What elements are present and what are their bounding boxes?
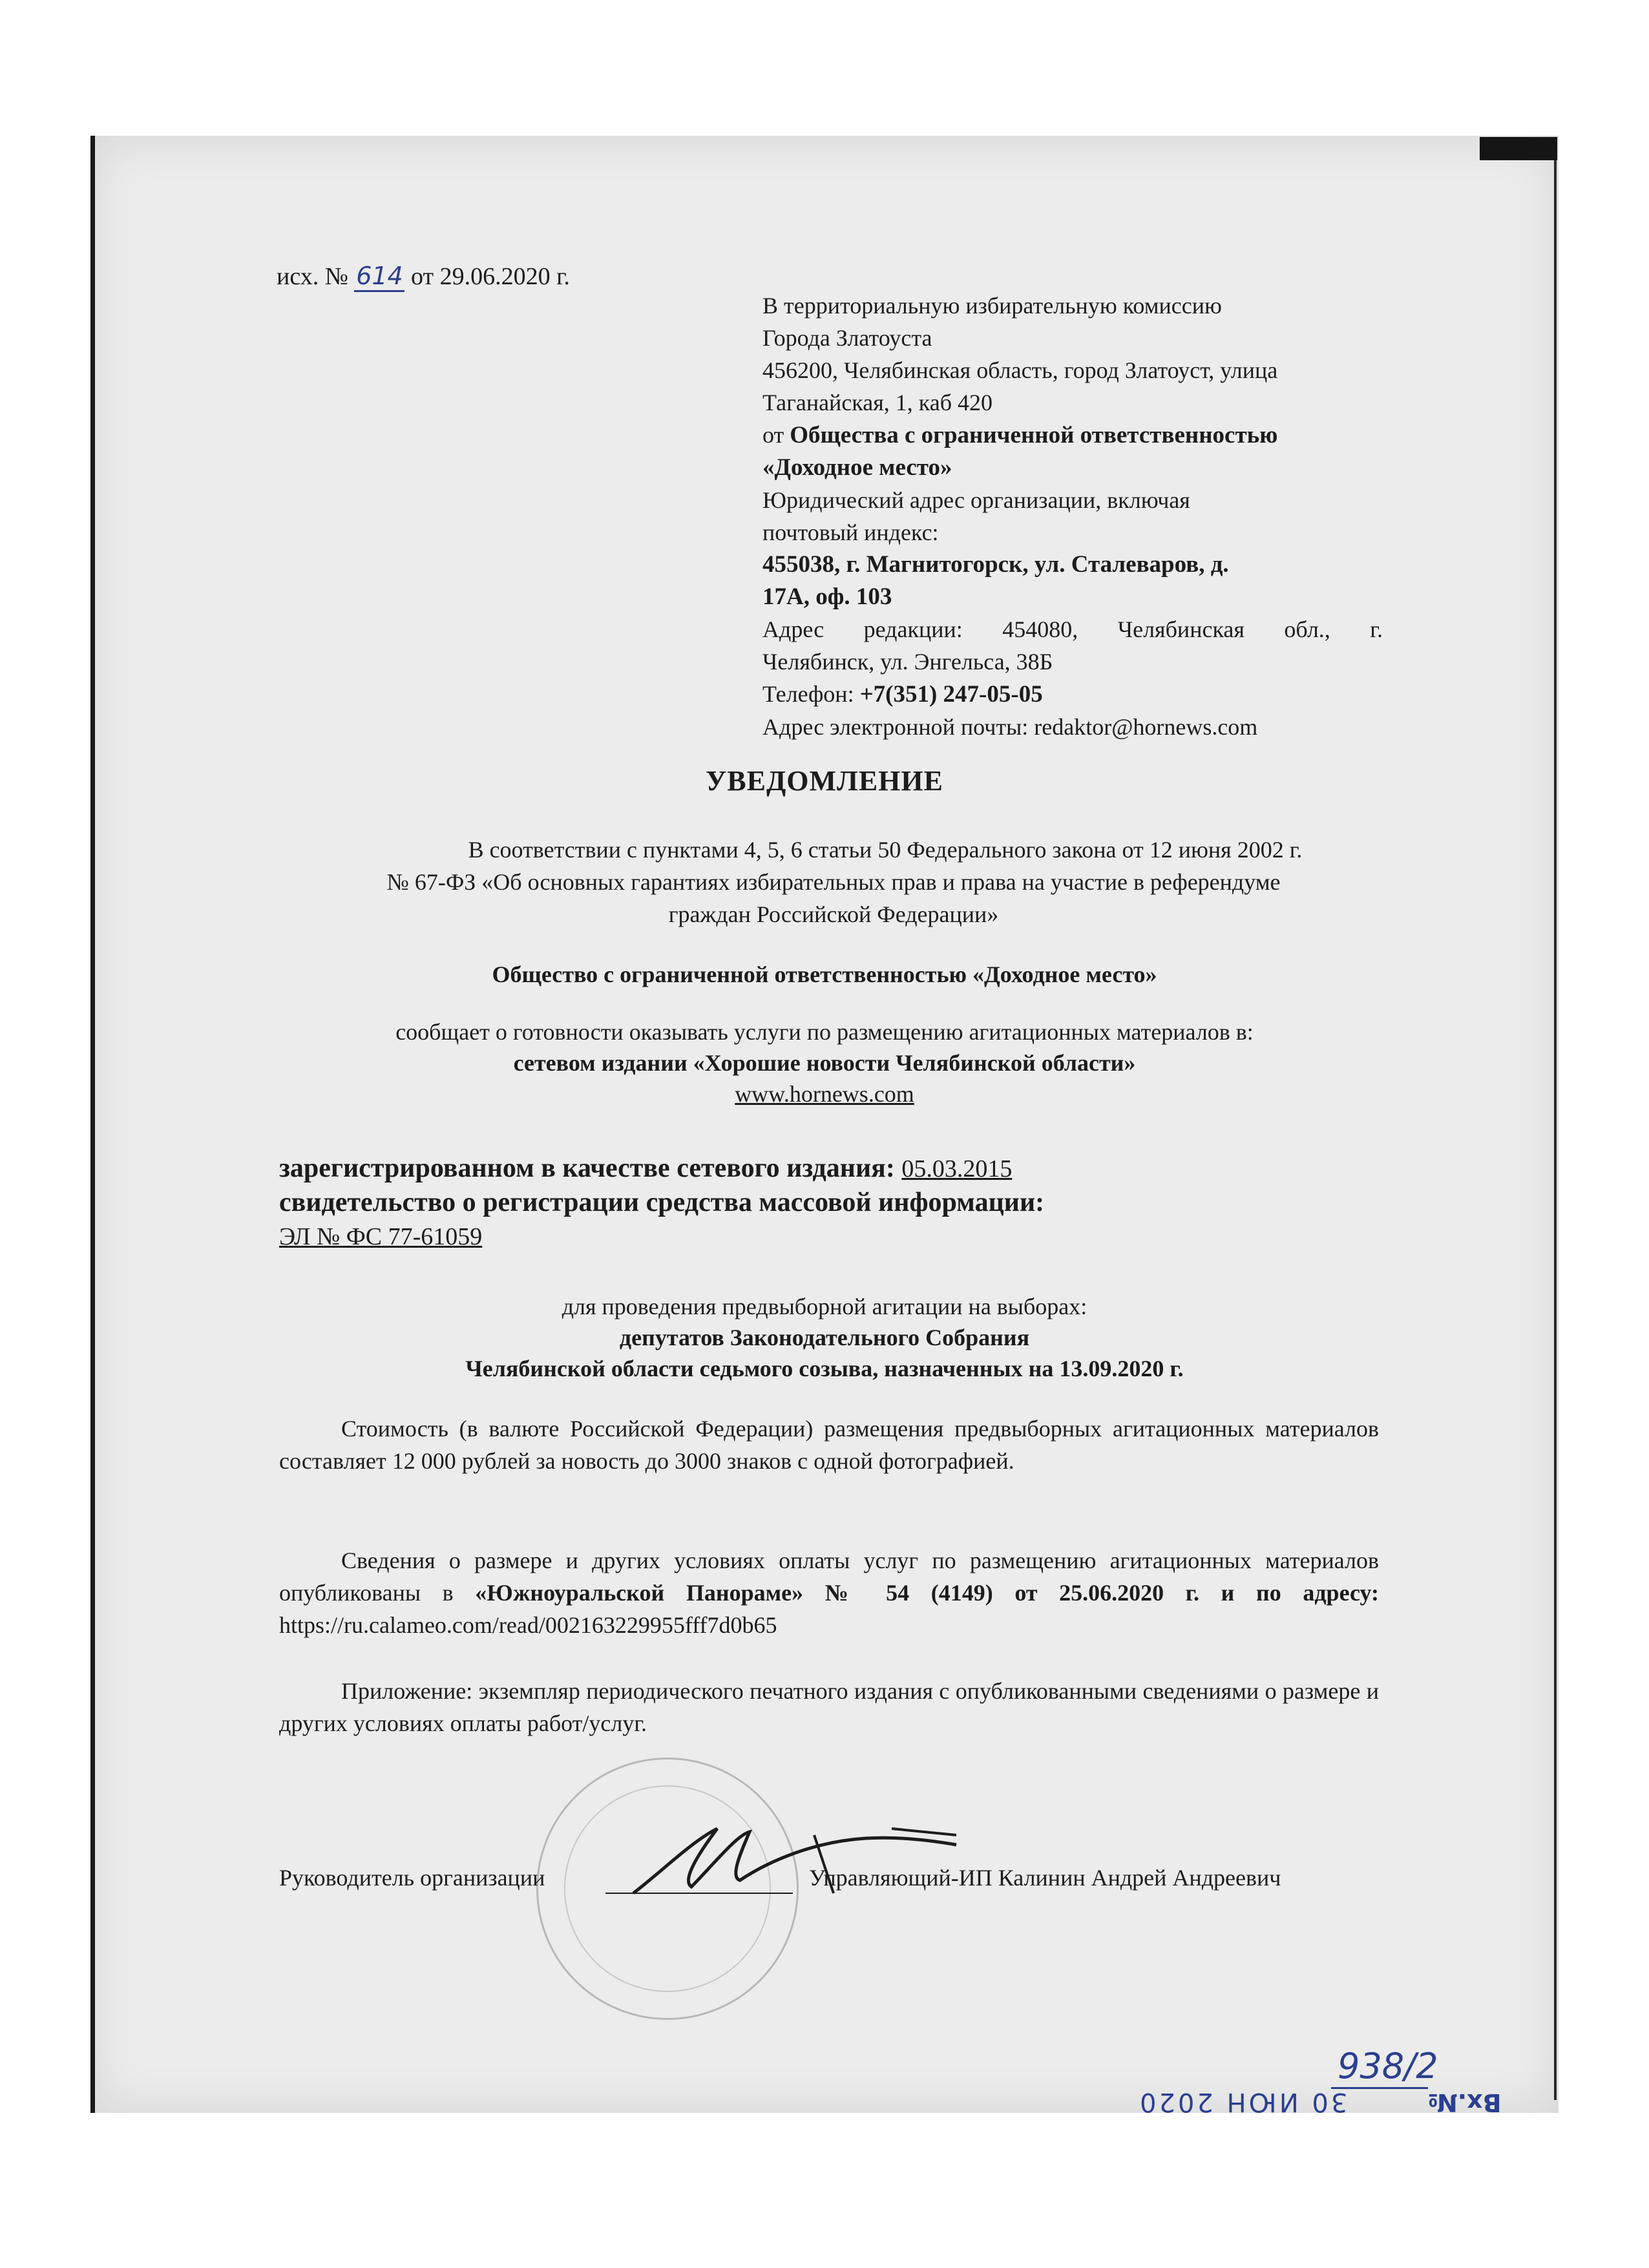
cost-paragraph xyxy=(279,1412,1379,1477)
law-reference xyxy=(278,834,1389,930)
offer-text: сообщает о готовности оказывать услуги по размещению агитационных материалов в: xyxy=(395,1019,1254,1045)
appendix-text: Приложение: экземпляр периодического печатного издания с опубликованными сведениями о размере и других условиях оплаты работ/услуг. xyxy=(279,1678,1379,1736)
legal-address: 455038, г. Магнитогорск, ул. Сталеваров, д. xyxy=(762,551,1229,578)
phone-line xyxy=(762,678,1383,711)
law-line: граждан Российской Федерации» xyxy=(668,901,999,927)
payment-text: Сведения о размере и других условиях оплаты услуг по размещению агитационных материалов опубликованы в xyxy=(279,1548,1379,1606)
phone-label: Телефон: xyxy=(762,681,854,707)
legal-address-label: Юридический адрес организации, включая xyxy=(762,487,1190,513)
outgoing-number: 614 xyxy=(354,262,404,292)
registration-date-line xyxy=(279,1151,1044,1186)
addressee-line: Таганайская, 1, каб 420 xyxy=(762,390,993,415)
outgoing-prefix: исх. № xyxy=(277,263,348,290)
signatory-name: Управляющий-ИП Калинин Андрей Андреевич xyxy=(809,1865,1281,1891)
email-address: redaktor@hornews.com xyxy=(1034,714,1258,740)
cost-text: Стоимость (в валюте Российской Федерации) размещения предвыборных агитационных материалов составляет 12 000 рублей за новость до 3000 знаков с одной фотографией. xyxy=(279,1416,1379,1474)
org-name: Общества с ограниченной ответственностью xyxy=(790,422,1278,448)
incoming-stamp xyxy=(1137,2046,1525,2126)
incoming-number: 938/2 xyxy=(1338,2046,1438,2086)
law-line: В соответствии с пунктами 4, 5, 6 статьи 50 Федерального закона от 12 июня 2002 г. xyxy=(468,837,1303,863)
addressee-block xyxy=(762,289,1383,743)
legal-address-cont: 17А, оф. 103 xyxy=(762,583,892,610)
elections-title: депутатов Законодательного Собрания xyxy=(619,1325,1030,1350)
payment-paragraph xyxy=(279,1544,1379,1641)
registration-label: зарегистрированном в качестве сетевого издания: xyxy=(279,1153,895,1183)
payment-url[interactable]: https://ru.calameo.com/read/002163229955fff7d0b65 xyxy=(279,1612,777,1638)
phone-number: +7(351) 247-05-05 xyxy=(859,681,1043,708)
email-line xyxy=(762,711,1383,743)
elections-intro: для проведения предвыборной агитации на выборах: xyxy=(562,1294,1087,1319)
addressee-line: В территориальную избирательную комиссию xyxy=(762,293,1222,319)
email-label: Адрес электронной почты: xyxy=(762,714,1029,740)
newspaper-reference: «Южноуральской Панораме» № 54 (4149) от 25.06.2020 г. и по адресу: xyxy=(475,1580,1380,1606)
organization-name: Общество с ограниченной ответственностью «Доходное место» xyxy=(492,961,1157,987)
offer-block xyxy=(0,1016,1649,1109)
elections-title-cont: Челябинской области седьмого созыва, назначенных на 13.09.2020 г. xyxy=(465,1356,1184,1381)
outgoing-reference xyxy=(277,262,570,292)
editorial-address: Адрес редакции: 454080, Челябинская обл., г. xyxy=(762,616,1383,642)
certificate-number: ЭЛ № ФС 77-61059 xyxy=(279,1223,483,1250)
scan-edge xyxy=(1554,149,1557,2100)
org-name-cont: «Доходное место» xyxy=(762,454,952,481)
registration-block xyxy=(279,1151,1044,1254)
certificate-label: свидетельство о регистрации средства массовой информации: xyxy=(279,1188,1045,1217)
editorial-address-cont: Челябинск, ул. Энгельса, 38Б xyxy=(762,649,1053,675)
signature-line xyxy=(605,1893,793,1894)
law-line: № 67-ФЗ «Об основных гарантиях избирательных прав и права на участие в референдуме xyxy=(386,869,1281,895)
addressee-line: 456200, Челябинская область, город Златоуст, улица xyxy=(762,357,1278,383)
registration-date: 05.03.2015 xyxy=(901,1155,1013,1182)
publication-link[interactable]: www.hornews.com xyxy=(735,1081,914,1107)
outgoing-date: от 29.06.2020 г. xyxy=(410,263,570,290)
elections-block xyxy=(0,1291,1649,1384)
legal-address-label-cont: почтовый индекс: xyxy=(762,520,939,545)
sender-line xyxy=(762,419,1383,452)
incoming-date: 30 ИЮН 2020 xyxy=(1137,2087,1348,2117)
publication-name: сетевом издании «Хорошие новости Челябинской области» xyxy=(513,1050,1136,1076)
signature-label: Руководитель организации xyxy=(279,1865,545,1891)
scan-corner xyxy=(1480,137,1557,160)
appendix-paragraph xyxy=(279,1675,1379,1739)
document-title: УВЕДОМЛЕНИЕ xyxy=(706,765,943,797)
addressee-line: Города Златоуста xyxy=(762,325,932,351)
incoming-label: Вх.№ xyxy=(1428,2088,1502,2117)
from-prefix: от xyxy=(762,422,784,448)
incoming-number-line xyxy=(1331,2087,1428,2089)
